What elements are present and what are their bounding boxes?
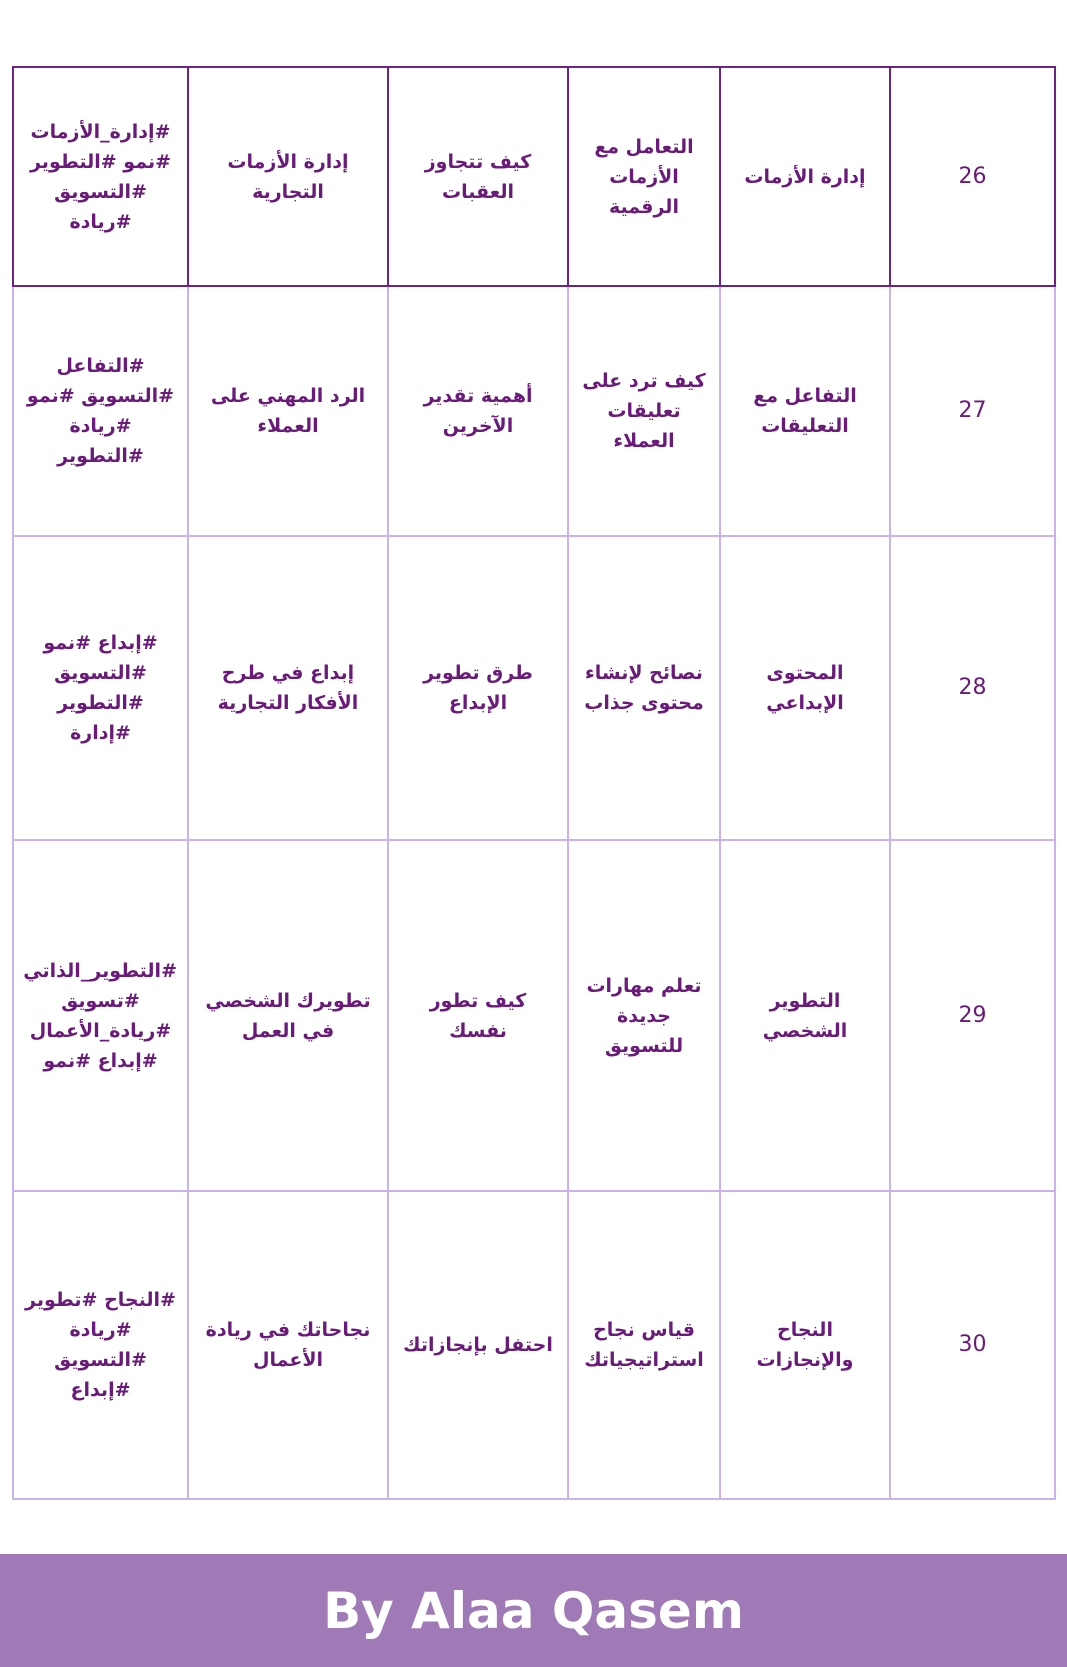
idea-cell: طرق تطوير الإبداع	[388, 536, 568, 840]
hashtags-cell: #التفاعل #التسويق #نمو #ريادة #التطوير	[13, 286, 188, 536]
hashtags-cell: #التطوير_الذاتي #تسويق #ريادة_الأعمال #إبداع #نمو	[13, 840, 188, 1191]
hashtags-cell: #إبداع #نمو #التسويق #التطوير #إدارة	[13, 536, 188, 840]
topic-cell: التطوير الشخصي	[720, 840, 890, 1191]
idea-cell: أهمية تقدير الآخرين	[388, 286, 568, 536]
author-credit: By Alaa Qasem	[323, 1581, 744, 1640]
day-number-cell: 26	[890, 67, 1055, 286]
topic-cell: النجاح والإنجازات	[720, 1191, 890, 1499]
hashtags-cell: #إدارة_الأزمات #نمو #التطوير #التسويق #ريادة	[13, 67, 188, 286]
author-footer-banner	[0, 1554, 1067, 1667]
day-number-cell: 28	[890, 536, 1055, 840]
day-number-cell: 27	[890, 286, 1055, 536]
topic-cell: المحتوى الإبداعي	[720, 536, 890, 840]
topic-cell: إدارة الأزمات	[720, 67, 890, 286]
table-row	[13, 840, 1055, 1191]
content-cell: نجاحاتك في ريادة الأعمال	[188, 1191, 388, 1499]
topic-cell: التفاعل مع التعليقات	[720, 286, 890, 536]
idea-cell: احتفل بإنجازاتك	[388, 1191, 568, 1499]
content-plan-table	[12, 66, 1056, 1500]
table-row	[13, 1191, 1055, 1499]
title-cell: قياس نجاح استراتيجياتك	[568, 1191, 720, 1499]
idea-cell: كيف تطور نفسك	[388, 840, 568, 1191]
hashtags-cell: #النجاح #تطوير #ريادة #التسويق #إبداع	[13, 1191, 188, 1499]
content-cell: إبداع في طرح الأفكار التجارية	[188, 536, 388, 840]
day-number-cell: 30	[890, 1191, 1055, 1499]
content-cell: تطويرك الشخصي في العمل	[188, 840, 388, 1191]
table-row	[13, 536, 1055, 840]
table-row	[13, 67, 1055, 286]
title-cell: التعامل مع الأزمات الرقمية	[568, 67, 720, 286]
title-cell: نصائح لإنشاء محتوى جذاب	[568, 536, 720, 840]
title-cell: تعلم مهارات جديدة للتسويق	[568, 840, 720, 1191]
content-cell: الرد المهني على العملاء	[188, 286, 388, 536]
day-number-cell: 29	[890, 840, 1055, 1191]
content-cell: إدارة الأزمات التجارية	[188, 67, 388, 286]
idea-cell: كيف تتجاوز العقبات	[388, 67, 568, 286]
table-row	[13, 286, 1055, 536]
title-cell: كيف ترد على تعليقات العملاء	[568, 286, 720, 536]
